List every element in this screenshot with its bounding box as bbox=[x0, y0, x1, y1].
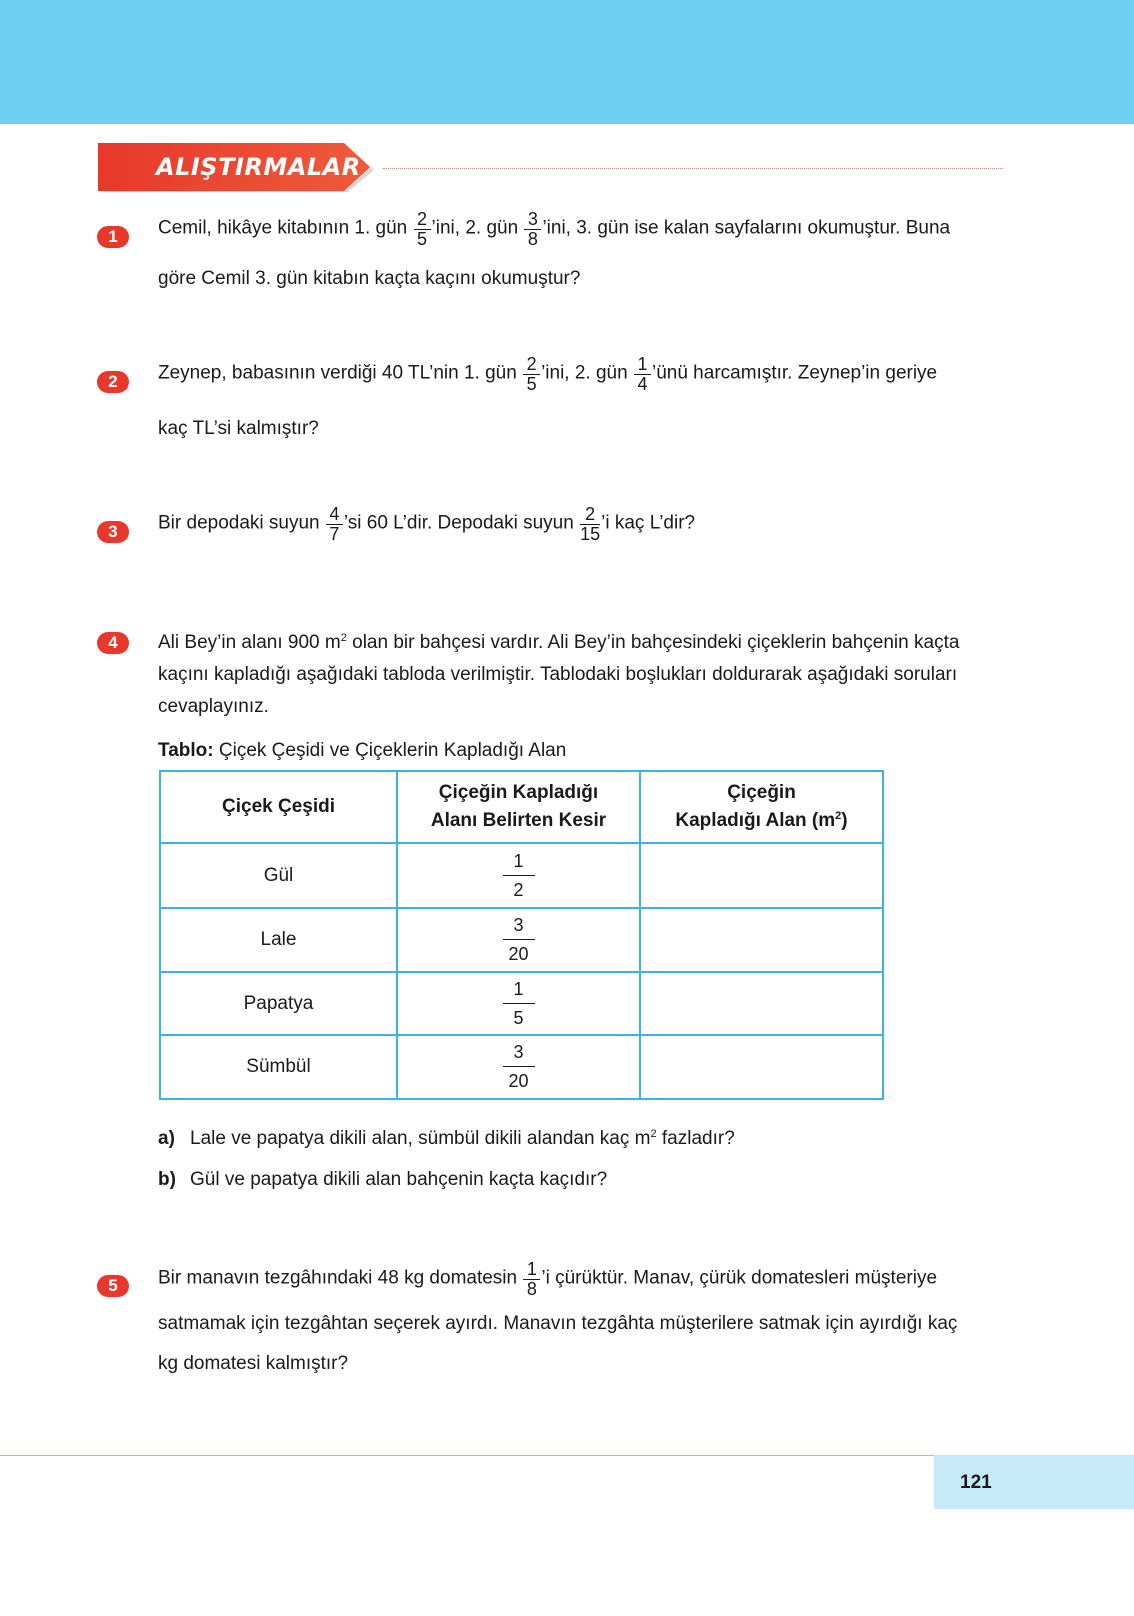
fraction: $\frac{3}{8}$ bbox=[524, 211, 541, 248]
q2-text-c: ’ünü harcamıştır. Zeynep’in geriye bbox=[651, 362, 938, 384]
header-area bbox=[640, 771, 883, 843]
q2-text-a: Zeynep, babasının verdiği 40 TL’nin 1. gün bbox=[158, 362, 517, 384]
header-area-line-1: Çiçeğin bbox=[727, 782, 796, 803]
question-5-line-1 bbox=[158, 1260, 937, 1297]
question-4-line-1 bbox=[158, 632, 959, 654]
fraction: $\frac{2}{5}$ bbox=[414, 211, 431, 248]
area-answer-cell[interactable] bbox=[640, 843, 883, 908]
sub-question-a-label: a) bbox=[158, 1128, 175, 1149]
header-flower-type: Çiçek Çeşidi bbox=[160, 771, 397, 843]
question-number-2: 2 bbox=[97, 371, 129, 393]
sub-question-b-text: Gül ve papatya dikili alan bahçenin kaçta kaçıdır? bbox=[190, 1169, 608, 1190]
area-answer-cell[interactable] bbox=[640, 1035, 883, 1099]
question-number-4: 4 bbox=[97, 632, 129, 654]
q5-text-b: ’i çürüktür. Manav, çürük domatesleri müşteriye bbox=[541, 1267, 938, 1289]
area-answer-cell[interactable] bbox=[640, 972, 883, 1035]
table-row bbox=[160, 908, 883, 972]
table-row bbox=[160, 972, 883, 1035]
question-number-3: 3 bbox=[97, 521, 129, 543]
table-row bbox=[160, 843, 883, 908]
q1-text-c: ’ini, 3. gün ise kalan sayfalarını okumuştur. Buna bbox=[542, 217, 951, 239]
question-4-line-2: kaçını kapladığı aşağıdaki tabloda verilmiştir. Tablodaki boşlukları doldurarak aşağıdaki soruları bbox=[158, 664, 958, 685]
header-fraction-line-1: Çiçeğin Kapladığı bbox=[438, 782, 599, 803]
sub-question-b-label: b) bbox=[158, 1169, 176, 1190]
q2-text-b: ’ini, 2. gün bbox=[541, 362, 628, 384]
superscript: 2 bbox=[650, 1128, 657, 1140]
q1-text-b: ’ini, 2. gün bbox=[431, 217, 519, 239]
question-1-line-1 bbox=[158, 210, 950, 247]
area-fraction: $\frac{1}{2}$ bbox=[397, 843, 640, 908]
q1-text-a: Cemil, hikâye kitabının 1. gün bbox=[158, 217, 408, 239]
table-row bbox=[160, 1035, 883, 1099]
flower-name: Papatya bbox=[160, 972, 397, 1035]
top-color-band bbox=[0, 0, 1134, 124]
fraction: $\frac{4}{7}$ bbox=[326, 506, 343, 543]
question-4-line-3: cevaplayınız. bbox=[158, 696, 269, 717]
q4-text-a: Ali Bey’in alanı 900 m bbox=[158, 632, 341, 653]
flower-name: Lale bbox=[160, 908, 397, 972]
sub-question-b bbox=[158, 1169, 607, 1191]
fraction: $\frac{2}{15}$ bbox=[580, 504, 601, 544]
question-number-5: 5 bbox=[97, 1275, 129, 1297]
fraction: $\frac{1}{8}$ bbox=[523, 1261, 540, 1298]
fraction: $\frac{2}{5}$ bbox=[523, 356, 540, 393]
superscript: 2 bbox=[340, 632, 347, 644]
q3-text-a: Bir depodaki suyun bbox=[158, 512, 320, 534]
question-2-line-2: kaç TL’si kalmıştır? bbox=[158, 418, 319, 439]
question-3-line-1 bbox=[158, 505, 695, 542]
q4-text-b: olan bir bahçesi vardır. Ali Bey’in bahçesindeki çiçeklerin bahçenin kaçta bbox=[346, 632, 960, 653]
header-fraction bbox=[397, 771, 640, 843]
sub-question-a-text: Lale ve papatya dikili alan, sümbül dikili alandan kaç m bbox=[190, 1128, 651, 1149]
fraction: $\frac{1}{4}$ bbox=[634, 356, 651, 393]
sub-question-a-text-2: fazladır? bbox=[656, 1128, 735, 1149]
question-2-line-1 bbox=[158, 355, 937, 392]
sub-question-a bbox=[158, 1128, 735, 1150]
table-caption-label: Tablo: bbox=[158, 740, 214, 761]
section-banner bbox=[98, 143, 380, 195]
question-number-1: 1 bbox=[97, 226, 129, 248]
table-caption-text: Çiçek Çeşidi ve Çiçeklerin Kapladığı Alan bbox=[213, 740, 567, 761]
header-fraction-line-2: Alanı Belirten Kesir bbox=[430, 810, 607, 831]
flower-name: Gül bbox=[160, 843, 397, 908]
area-fraction: $\frac{1}{5}$ bbox=[397, 972, 640, 1035]
question-1-line-2: göre Cemil 3. gün kitabın kaçta kaçını okumuştur? bbox=[158, 268, 581, 289]
q5-text-a: Bir manavın tezgâhındaki 48 kg domatesin bbox=[158, 1267, 518, 1289]
area-fraction: $\frac{3}{20}$ bbox=[397, 1035, 640, 1099]
table-caption bbox=[158, 740, 566, 762]
dotted-divider bbox=[383, 168, 1003, 169]
question-5-line-2: satmamak için tezgâhtan seçerek ayırdı. Manavın tezgâhta müşterilere satmak için ayırdığı kaç bbox=[158, 1313, 958, 1334]
section-title: ALIŞTIRMALAR bbox=[156, 153, 361, 181]
flower-table bbox=[159, 770, 884, 1100]
page-number: 121 bbox=[960, 1472, 992, 1493]
area-fraction: $\frac{3}{20}$ bbox=[397, 908, 640, 972]
area-answer-cell[interactable] bbox=[640, 908, 883, 972]
q3-text-b: ’si 60 L’dir. Depodaki suyun bbox=[343, 512, 574, 534]
q3-text-c: ’i kaç L’dir? bbox=[601, 512, 696, 534]
header-area-line-2: Kapladığı Alan $(m^2)$ bbox=[675, 810, 848, 831]
question-5-line-3: kg domatesi kalmıştır? bbox=[158, 1353, 349, 1374]
flower-name: Sümbül bbox=[160, 1035, 397, 1099]
table-header-row bbox=[160, 771, 883, 843]
